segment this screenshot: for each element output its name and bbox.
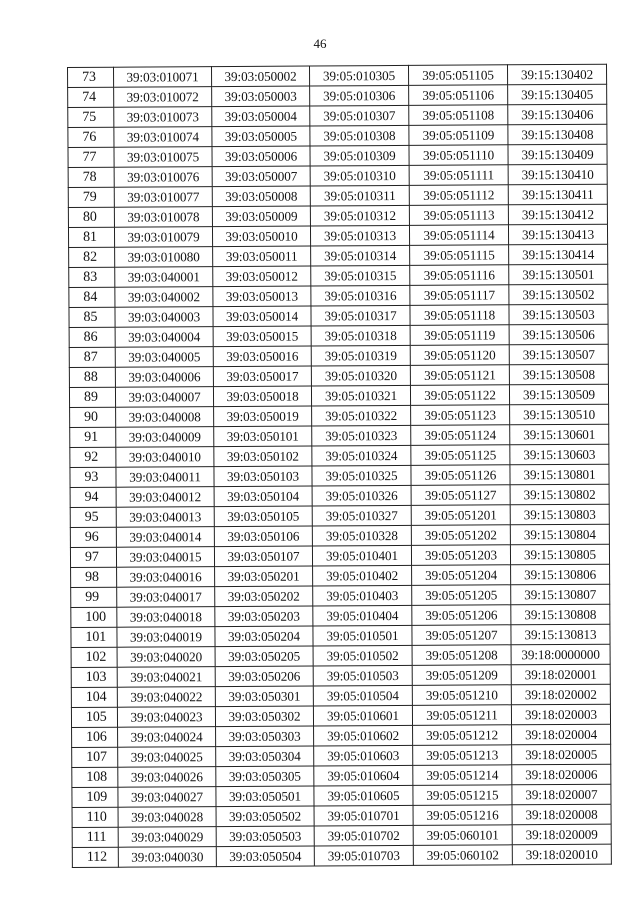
cadastral-code-cell: 39:03:040005 bbox=[115, 347, 213, 368]
row-number-cell: 94 bbox=[70, 487, 116, 507]
cadastral-code-cell: 39:05:051116 bbox=[410, 265, 509, 286]
table-row bbox=[70, 444, 609, 467]
cadastral-code-cell: 39:03:040021 bbox=[117, 667, 215, 688]
cadastral-code-cell: 39:03:050003 bbox=[212, 86, 310, 107]
cadastral-code-cell: 39:03:050103 bbox=[214, 466, 312, 487]
table-row bbox=[72, 824, 611, 847]
cadastral-code-cell: 39:05:010324 bbox=[312, 445, 411, 466]
cadastral-code-cell: 39:03:040004 bbox=[115, 327, 213, 348]
cadastral-code-cell: 39:03:040029 bbox=[118, 827, 216, 848]
cadastral-code-cell: 39:03:050016 bbox=[213, 346, 311, 367]
cadastral-code-cell: 39:05:051216 bbox=[413, 805, 512, 826]
cadastral-code-cell: 39:03:040010 bbox=[116, 447, 214, 468]
cadastral-code-cell: 39:05:051204 bbox=[412, 565, 511, 586]
page-number: 46 bbox=[313, 36, 327, 51]
cadastral-code-cell: 39:03:050206 bbox=[215, 666, 313, 687]
cadastral-code-cell: 39:15:130503 bbox=[509, 304, 608, 325]
cadastral-code-cell: 39:03:050107 bbox=[214, 546, 312, 567]
cadastral-code-cell: 39:05:051108 bbox=[409, 105, 508, 126]
cadastral-code-cell: 39:05:051202 bbox=[411, 525, 510, 546]
cadastral-code-cell: 39:15:130603 bbox=[510, 444, 609, 465]
cadastral-code-cell: 39:15:130410 bbox=[508, 164, 607, 185]
row-number-cell: 87 bbox=[69, 347, 115, 367]
cadastral-code-cell: 39:05:010401 bbox=[312, 545, 411, 566]
cadastral-code-cell: 39:05:051106 bbox=[409, 85, 508, 106]
cadastral-code-cell: 39:03:050009 bbox=[212, 206, 310, 227]
cadastral-code-cell: 39:05:010701 bbox=[314, 805, 413, 826]
row-number-cell: 112 bbox=[72, 847, 118, 867]
cadastral-code-cell: 39:03:050018 bbox=[213, 386, 311, 407]
cadastral-code-cell: 39:18:020007 bbox=[512, 784, 611, 805]
cadastral-code-cell: 39:03:050007 bbox=[212, 166, 310, 187]
cadastral-code-cell: 39:05:010316 bbox=[311, 285, 410, 306]
cadastral-code-cell: 39:05:010321 bbox=[311, 385, 410, 406]
table-row bbox=[72, 844, 611, 867]
cadastral-code-cell: 39:03:040020 bbox=[117, 647, 215, 668]
cadastral-code-cell: 39:05:051127 bbox=[411, 485, 510, 506]
cadastral-code-cell: 39:05:010501 bbox=[313, 625, 412, 646]
cadastral-code-cell: 39:03:050019 bbox=[214, 406, 312, 427]
cadastral-code-cell: 39:03:040001 bbox=[115, 267, 213, 288]
cadastral-table bbox=[67, 64, 612, 868]
cadastral-code-cell: 39:05:010702 bbox=[314, 825, 413, 846]
row-number-cell: 82 bbox=[69, 247, 115, 267]
cadastral-code-cell: 39:03:050012 bbox=[213, 266, 311, 287]
cadastral-code-cell: 39:05:010328 bbox=[312, 525, 411, 546]
row-number-cell: 73 bbox=[68, 67, 114, 87]
row-number-cell: 99 bbox=[71, 587, 117, 607]
cadastral-code-cell: 39:03:040003 bbox=[115, 307, 213, 328]
cadastral-code-cell: 39:03:050011 bbox=[213, 246, 311, 267]
cadastral-code-cell: 39:03:040012 bbox=[116, 487, 214, 508]
table-row bbox=[69, 324, 608, 347]
cadastral-code-cell: 39:15:130601 bbox=[510, 424, 609, 445]
table-row bbox=[70, 524, 609, 547]
cadastral-code-cell: 39:05:010601 bbox=[313, 705, 412, 726]
cadastral-code-cell: 39:05:051203 bbox=[411, 545, 510, 566]
cadastral-code-cell: 39:03:040030 bbox=[118, 847, 216, 868]
cadastral-code-cell: 39:05:010306 bbox=[310, 85, 409, 106]
cadastral-code-cell: 39:15:130502 bbox=[509, 284, 608, 305]
cadastral-code-cell: 39:15:130805 bbox=[510, 544, 609, 565]
cadastral-code-cell: 39:05:051122 bbox=[410, 385, 509, 406]
cadastral-code-cell: 39:05:051115 bbox=[410, 245, 509, 266]
row-number-cell: 75 bbox=[68, 107, 114, 127]
table-row bbox=[71, 624, 610, 647]
table-row bbox=[71, 704, 610, 727]
row-number-cell: 79 bbox=[68, 187, 114, 207]
cadastral-code-cell: 39:03:050010 bbox=[212, 226, 310, 247]
table-row bbox=[68, 204, 607, 227]
cadastral-code-cell: 39:03:050502 bbox=[216, 806, 314, 827]
row-number-cell: 108 bbox=[72, 767, 118, 787]
cadastral-code-cell: 39:03:050201 bbox=[215, 566, 313, 587]
cadastral-code-cell: 39:05:010310 bbox=[310, 165, 409, 186]
cadastral-code-cell: 39:05:010318 bbox=[311, 325, 410, 346]
cadastral-code-cell: 39:05:010323 bbox=[312, 425, 411, 446]
cadastral-code-cell: 39:05:010322 bbox=[312, 405, 411, 426]
table-row bbox=[70, 464, 609, 487]
cadastral-code-cell: 39:03:050501 bbox=[216, 786, 314, 807]
cadastral-code-cell: 39:15:130414 bbox=[509, 244, 608, 265]
row-number-cell: 107 bbox=[72, 747, 118, 767]
table-row bbox=[68, 144, 607, 167]
cadastral-code-cell: 39:05:051207 bbox=[412, 625, 511, 646]
cadastral-code-cell: 39:15:130807 bbox=[511, 584, 610, 605]
row-number-cell: 76 bbox=[68, 127, 114, 147]
cadastral-code-cell: 39:05:010325 bbox=[312, 465, 411, 486]
cadastral-code-cell: 39:03:040015 bbox=[116, 547, 214, 568]
cadastral-code-cell: 39:15:130506 bbox=[509, 324, 608, 345]
cadastral-code-cell: 39:03:050102 bbox=[214, 446, 312, 467]
cadastral-code-cell: 39:05:010309 bbox=[310, 145, 409, 166]
cadastral-code-cell: 39:03:040008 bbox=[116, 407, 214, 428]
table-row bbox=[68, 64, 607, 87]
cadastral-code-cell: 39:05:051121 bbox=[410, 365, 509, 386]
cadastral-code-cell: 39:03:010074 bbox=[114, 127, 212, 148]
cadastral-code-cell: 39:05:051105 bbox=[408, 65, 507, 86]
cadastral-code-cell: 39:05:051201 bbox=[411, 505, 510, 526]
table-row bbox=[70, 544, 609, 567]
cadastral-code-cell: 39:03:010075 bbox=[114, 147, 212, 168]
cadastral-code-cell: 39:03:010073 bbox=[114, 107, 212, 128]
table-row bbox=[72, 724, 611, 747]
row-number-cell: 80 bbox=[68, 207, 114, 227]
row-number-cell: 84 bbox=[69, 287, 115, 307]
row-number-cell: 88 bbox=[69, 367, 115, 387]
row-number-cell: 78 bbox=[68, 167, 114, 187]
table-row bbox=[70, 504, 609, 527]
cadastral-code-cell: 39:05:010326 bbox=[312, 485, 411, 506]
table-row bbox=[68, 164, 607, 187]
cadastral-code-cell: 39:03:040023 bbox=[117, 707, 215, 728]
table-row bbox=[68, 224, 607, 247]
cadastral-code-cell: 39:18:020001 bbox=[511, 664, 610, 685]
cadastral-code-cell: 39:18:020009 bbox=[512, 824, 611, 845]
row-number-cell: 81 bbox=[68, 227, 114, 247]
cadastral-code-cell: 39:15:130411 bbox=[508, 184, 607, 205]
cadastral-code-cell: 39:05:051210 bbox=[412, 685, 511, 706]
row-number-cell: 110 bbox=[72, 807, 118, 827]
cadastral-code-cell: 39:15:130406 bbox=[508, 104, 607, 125]
cadastral-code-cell: 39:03:050301 bbox=[215, 686, 313, 707]
cadastral-code-cell: 39:15:130412 bbox=[508, 204, 607, 225]
cadastral-code-cell: 39:05:051117 bbox=[410, 285, 509, 306]
table-row bbox=[72, 744, 611, 767]
cadastral-code-cell: 39:03:010077 bbox=[114, 187, 212, 208]
cadastral-code-cell: 39:05:051114 bbox=[409, 225, 508, 246]
cadastral-code-cell: 39:05:051124 bbox=[411, 425, 510, 446]
table-body bbox=[68, 64, 612, 867]
cadastral-code-cell: 39:05:010504 bbox=[313, 685, 412, 706]
cadastral-code-cell: 39:03:050101 bbox=[214, 426, 312, 447]
cadastral-code-cell: 39:03:050503 bbox=[216, 826, 314, 847]
cadastral-code-cell: 39:03:050305 bbox=[216, 766, 314, 787]
table-row bbox=[70, 424, 609, 447]
cadastral-code-cell: 39:03:040002 bbox=[115, 287, 213, 308]
cadastral-code-cell: 39:15:130806 bbox=[511, 564, 610, 585]
cadastral-code-cell: 39:05:010319 bbox=[311, 345, 410, 366]
cadastral-code-cell: 39:03:010079 bbox=[114, 227, 212, 248]
cadastral-code-cell: 39:15:130501 bbox=[509, 264, 608, 285]
cadastral-code-cell: 39:05:010404 bbox=[313, 605, 412, 626]
cadastral-code-cell: 39:03:050304 bbox=[216, 746, 314, 767]
cadastral-code-cell: 39:03:040017 bbox=[117, 587, 215, 608]
cadastral-code-cell: 39:03:050302 bbox=[215, 706, 313, 727]
row-number-cell: 89 bbox=[69, 387, 115, 407]
cadastral-code-cell: 39:15:130405 bbox=[508, 84, 607, 105]
cadastral-code-cell: 39:03:040026 bbox=[118, 767, 216, 788]
cadastral-code-cell: 39:05:010603 bbox=[314, 745, 413, 766]
cadastral-code-cell: 39:15:130808 bbox=[511, 604, 610, 625]
cadastral-code-cell: 39:05:010605 bbox=[314, 785, 413, 806]
table-row bbox=[72, 804, 611, 827]
cadastral-code-cell: 39:03:050013 bbox=[213, 286, 311, 307]
cadastral-code-cell: 39:03:040028 bbox=[118, 807, 216, 828]
row-number-cell: 105 bbox=[71, 707, 117, 727]
cadastral-code-cell: 39:15:130510 bbox=[510, 404, 609, 425]
row-number-cell: 109 bbox=[72, 787, 118, 807]
table-row bbox=[68, 124, 607, 147]
cadastral-code-cell: 39:05:051213 bbox=[413, 745, 512, 766]
cadastral-code-cell: 39:05:010307 bbox=[310, 105, 409, 126]
cadastral-code-cell: 39:03:010071 bbox=[114, 67, 212, 88]
cadastral-code-cell: 39:05:051209 bbox=[412, 665, 511, 686]
cadastral-code-cell: 39:03:040025 bbox=[118, 747, 216, 768]
table-row bbox=[68, 104, 607, 127]
cadastral-code-cell: 39:03:050106 bbox=[214, 526, 312, 547]
cadastral-code-cell: 39:03:010072 bbox=[114, 87, 212, 108]
cadastral-code-cell: 39:03:050015 bbox=[213, 326, 311, 347]
cadastral-code-cell: 39:05:051119 bbox=[410, 325, 509, 346]
cadastral-code-cell: 39:05:051206 bbox=[412, 605, 511, 626]
table-row bbox=[69, 344, 608, 367]
cadastral-code-cell: 39:03:040006 bbox=[115, 367, 213, 388]
table-row bbox=[70, 484, 609, 507]
row-number-cell: 77 bbox=[68, 147, 114, 167]
table-row bbox=[71, 664, 610, 687]
cadastral-code-cell: 39:05:010403 bbox=[313, 585, 412, 606]
cadastral-code-cell: 39:15:130804 bbox=[510, 524, 609, 545]
cadastral-code-cell: 39:03:050203 bbox=[215, 606, 313, 627]
table-row bbox=[69, 304, 608, 327]
cadastral-code-cell: 39:03:050303 bbox=[216, 726, 314, 747]
cadastral-code-cell: 39:05:051112 bbox=[409, 185, 508, 206]
table-row bbox=[71, 584, 610, 607]
cadastral-code-cell: 39:05:051211 bbox=[412, 705, 511, 726]
cadastral-code-cell: 39:03:040018 bbox=[117, 607, 215, 628]
row-number-cell: 85 bbox=[69, 307, 115, 327]
cadastral-code-cell: 39:05:010317 bbox=[311, 305, 410, 326]
row-number-cell: 97 bbox=[70, 547, 116, 567]
cadastral-code-cell: 39:05:010308 bbox=[310, 125, 409, 146]
cadastral-code-cell: 39:03:010076 bbox=[114, 167, 212, 188]
row-number-cell: 83 bbox=[69, 267, 115, 287]
cadastral-code-cell: 39:15:130409 bbox=[508, 144, 607, 165]
cadastral-code-cell: 39:03:040016 bbox=[117, 567, 215, 588]
cadastral-code-cell: 39:18:020002 bbox=[511, 684, 610, 705]
cadastral-code-cell: 39:15:130803 bbox=[510, 504, 609, 525]
cadastral-code-cell: 39:05:051110 bbox=[409, 145, 508, 166]
cadastral-code-cell: 39:03:050202 bbox=[215, 586, 313, 607]
row-number-cell: 106 bbox=[72, 727, 118, 747]
row-number-cell: 100 bbox=[71, 607, 117, 627]
cadastral-code-cell: 39:05:051120 bbox=[410, 345, 509, 366]
row-number-cell: 98 bbox=[71, 567, 117, 587]
cadastral-code-cell: 39:03:040014 bbox=[116, 527, 214, 548]
cadastral-code-cell: 39:15:130402 bbox=[507, 64, 606, 85]
table-row bbox=[69, 264, 608, 287]
table-row bbox=[71, 604, 610, 627]
cadastral-code-cell: 39:15:130813 bbox=[511, 624, 610, 645]
cadastral-code-cell: 39:18:020008 bbox=[512, 804, 611, 825]
row-number-cell: 103 bbox=[71, 667, 117, 687]
row-number-cell: 86 bbox=[69, 327, 115, 347]
cadastral-code-cell: 39:18:0000000 bbox=[511, 644, 610, 665]
table-row bbox=[71, 684, 610, 707]
row-number-cell: 91 bbox=[70, 427, 116, 447]
cadastral-code-cell: 39:03:050006 bbox=[212, 146, 310, 167]
row-number-cell: 102 bbox=[71, 647, 117, 667]
cadastral-code-cell: 39:05:010327 bbox=[312, 505, 411, 526]
table-row bbox=[71, 644, 610, 667]
cadastral-code-cell: 39:03:040027 bbox=[118, 787, 216, 808]
table-row bbox=[69, 384, 608, 407]
cadastral-code-cell: 39:03:040022 bbox=[117, 687, 215, 708]
cadastral-code-cell: 39:05:010315 bbox=[311, 265, 410, 286]
cadastral-code-cell: 39:03:050504 bbox=[216, 846, 314, 867]
cadastral-code-cell: 39:15:130508 bbox=[509, 364, 608, 385]
cadastral-code-cell: 39:05:051214 bbox=[413, 765, 512, 786]
table-row bbox=[71, 564, 610, 587]
cadastral-code-cell: 39:03:050002 bbox=[212, 66, 310, 87]
cadastral-code-cell: 39:05:060102 bbox=[413, 845, 512, 866]
cadastral-code-cell: 39:03:040019 bbox=[117, 627, 215, 648]
cadastral-code-cell: 39:03:040011 bbox=[116, 467, 214, 488]
cadastral-code-cell: 39:15:130802 bbox=[510, 484, 609, 505]
cadastral-code-cell: 39:18:020005 bbox=[512, 744, 611, 765]
cadastral-code-cell: 39:03:050017 bbox=[213, 366, 311, 387]
cadastral-code-cell: 39:05:051208 bbox=[412, 645, 511, 666]
table-row bbox=[72, 784, 611, 807]
row-number-cell: 111 bbox=[72, 827, 118, 847]
cadastral-code-cell: 39:03:040013 bbox=[116, 507, 214, 528]
cadastral-code-cell: 39:05:051109 bbox=[409, 125, 508, 146]
cadastral-code-cell: 39:05:051125 bbox=[411, 445, 510, 466]
cadastral-code-cell: 39:05:010502 bbox=[313, 645, 412, 666]
cadastral-code-cell: 39:05:051111 bbox=[409, 165, 508, 186]
table-row bbox=[69, 244, 608, 267]
cadastral-code-cell: 39:03:010080 bbox=[115, 247, 213, 268]
cadastral-code-cell: 39:03:040009 bbox=[116, 427, 214, 448]
table-row bbox=[69, 364, 608, 387]
row-number-cell: 92 bbox=[70, 447, 116, 467]
cadastral-code-cell: 39:15:130408 bbox=[508, 124, 607, 145]
row-number-cell: 104 bbox=[71, 687, 117, 707]
cadastral-code-cell: 39:05:010311 bbox=[310, 185, 409, 206]
cadastral-code-cell: 39:18:020004 bbox=[512, 724, 611, 745]
cadastral-code-cell: 39:05:010320 bbox=[311, 365, 410, 386]
cadastral-code-cell: 39:03:010078 bbox=[114, 207, 212, 228]
row-number-cell: 90 bbox=[70, 407, 116, 427]
cadastral-code-cell: 39:05:010313 bbox=[310, 225, 409, 246]
cadastral-code-cell: 39:05:010402 bbox=[313, 565, 412, 586]
row-number-cell: 101 bbox=[71, 627, 117, 647]
table-row bbox=[72, 764, 611, 787]
cadastral-code-cell: 39:03:050204 bbox=[215, 626, 313, 647]
cadastral-code-cell: 39:03:050004 bbox=[212, 106, 310, 127]
cadastral-code-cell: 39:05:051212 bbox=[413, 725, 512, 746]
cadastral-code-cell: 39:15:130507 bbox=[509, 344, 608, 365]
cadastral-code-cell: 39:05:010312 bbox=[310, 205, 409, 226]
row-number-cell: 95 bbox=[70, 507, 116, 527]
cadastral-code-cell: 39:05:010305 bbox=[309, 65, 408, 86]
cadastral-code-cell: 39:03:050205 bbox=[215, 646, 313, 667]
table-row bbox=[68, 184, 607, 207]
cadastral-code-cell: 39:03:050105 bbox=[214, 506, 312, 527]
cadastral-code-cell: 39:03:050005 bbox=[212, 126, 310, 147]
table-row bbox=[69, 284, 608, 307]
cadastral-code-cell: 39:15:130509 bbox=[509, 384, 608, 405]
cadastral-code-cell: 39:05:010604 bbox=[314, 765, 413, 786]
cadastral-code-cell: 39:05:010602 bbox=[314, 725, 413, 746]
table-row bbox=[68, 84, 607, 107]
cadastral-code-cell: 39:18:020006 bbox=[512, 764, 611, 785]
cadastral-code-cell: 39:03:050014 bbox=[213, 306, 311, 327]
cadastral-code-cell: 39:05:051118 bbox=[410, 305, 509, 326]
row-number-cell: 96 bbox=[70, 527, 116, 547]
cadastral-code-cell: 39:05:010703 bbox=[314, 845, 413, 866]
cadastral-code-cell: 39:05:051126 bbox=[411, 465, 510, 486]
cadastral-code-cell: 39:05:010314 bbox=[311, 245, 410, 266]
row-number-cell: 93 bbox=[70, 467, 116, 487]
cadastral-code-cell: 39:05:051205 bbox=[412, 585, 511, 606]
cadastral-code-cell: 39:18:020010 bbox=[512, 844, 611, 865]
cadastral-code-cell: 39:15:130801 bbox=[510, 464, 609, 485]
cadastral-code-cell: 39:05:051123 bbox=[411, 405, 510, 426]
cadastral-code-cell: 39:05:060101 bbox=[413, 825, 512, 846]
cadastral-code-cell: 39:05:051215 bbox=[413, 785, 512, 806]
cadastral-code-cell: 39:03:050008 bbox=[212, 186, 310, 207]
cadastral-code-cell: 39:18:020003 bbox=[511, 704, 610, 725]
table-row bbox=[70, 404, 609, 427]
cadastral-code-cell: 39:15:130413 bbox=[508, 224, 607, 245]
cadastral-code-cell: 39:05:051113 bbox=[409, 205, 508, 226]
row-number-cell: 74 bbox=[68, 87, 114, 107]
cadastral-code-cell: 39:05:010503 bbox=[313, 665, 412, 686]
cadastral-code-cell: 39:03:040007 bbox=[115, 387, 213, 408]
cadastral-code-cell: 39:03:040024 bbox=[118, 727, 216, 748]
cadastral-code-cell: 39:03:050104 bbox=[214, 486, 312, 507]
